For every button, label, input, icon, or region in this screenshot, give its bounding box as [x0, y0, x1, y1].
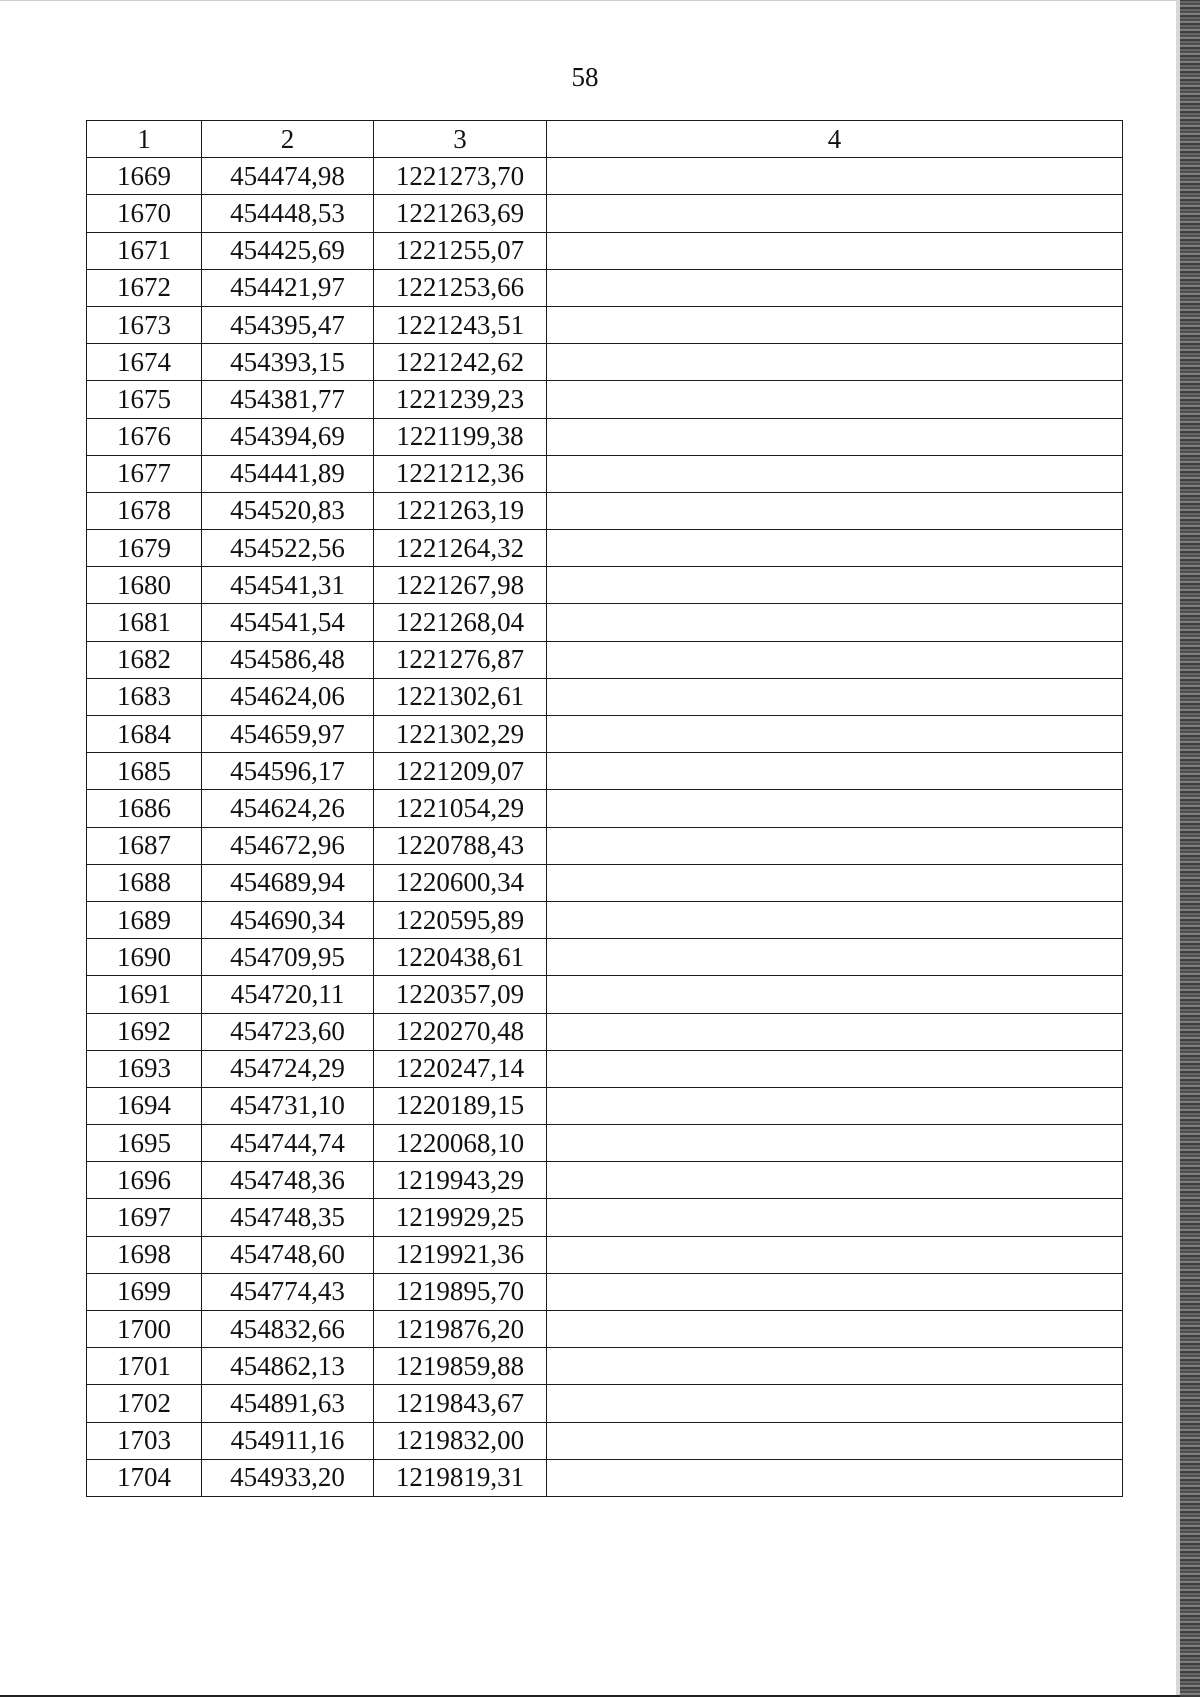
point-number-cell: 1674: [87, 344, 202, 381]
table-row: [87, 195, 1123, 232]
coordinates-table-body: [87, 121, 1123, 1497]
point-number-cell: 1671: [87, 232, 202, 269]
x-coordinate-cell: 454394,69: [202, 418, 374, 455]
note-cell: [547, 1125, 1123, 1162]
note-cell: [547, 418, 1123, 455]
note-cell: [547, 1311, 1123, 1348]
x-coordinate-cell: 454624,06: [202, 678, 374, 715]
table-row: [87, 381, 1123, 418]
note-cell: [547, 269, 1123, 306]
note-cell: [547, 567, 1123, 604]
table-row: [87, 1459, 1123, 1496]
table-row: [87, 1087, 1123, 1124]
y-coordinate-cell: 1219843,67: [374, 1385, 547, 1422]
x-coordinate-cell: 454891,63: [202, 1385, 374, 1422]
point-number-cell: 1703: [87, 1422, 202, 1459]
point-number-cell: 1669: [87, 158, 202, 195]
y-coordinate-cell: 1221209,07: [374, 753, 547, 790]
y-coordinate-cell: 1220068,10: [374, 1125, 547, 1162]
table-row: [87, 1199, 1123, 1236]
x-coordinate-cell: 454748,36: [202, 1162, 374, 1199]
note-cell: [547, 1348, 1123, 1385]
point-number-cell: 1684: [87, 716, 202, 753]
x-coordinate-cell: 454596,17: [202, 753, 374, 790]
note-cell: [547, 530, 1123, 567]
point-number-cell: 1702: [87, 1385, 202, 1422]
table-row: [87, 641, 1123, 678]
y-coordinate-cell: 1221253,66: [374, 269, 547, 306]
x-coordinate-cell: 454911,16: [202, 1422, 374, 1459]
point-number-cell: 1696: [87, 1162, 202, 1199]
y-coordinate-cell: 1221212,36: [374, 455, 547, 492]
x-coordinate-cell: 454862,13: [202, 1348, 374, 1385]
note-cell: [547, 381, 1123, 418]
note-cell: [547, 1236, 1123, 1273]
coordinates-table: [86, 120, 1123, 1497]
x-coordinate-cell: 454441,89: [202, 455, 374, 492]
table-row: [87, 232, 1123, 269]
point-number-cell: 1681: [87, 604, 202, 641]
table-header-row: [87, 121, 1123, 158]
y-coordinate-cell: 1221276,87: [374, 641, 547, 678]
y-coordinate-cell: 1219819,31: [374, 1459, 547, 1496]
x-coordinate-cell: 454425,69: [202, 232, 374, 269]
x-coordinate-cell: 454624,26: [202, 790, 374, 827]
point-number-cell: 1695: [87, 1125, 202, 1162]
note-cell: [547, 1050, 1123, 1087]
point-number-cell: 1700: [87, 1311, 202, 1348]
point-number-cell: 1682: [87, 641, 202, 678]
table-row: [87, 1236, 1123, 1273]
note-cell: [547, 827, 1123, 864]
y-coordinate-cell: 1219921,36: [374, 1236, 547, 1273]
y-coordinate-cell: 1221243,51: [374, 306, 547, 343]
note-cell: [547, 455, 1123, 492]
y-coordinate-cell: 1219943,29: [374, 1162, 547, 1199]
y-coordinate-cell: 1221302,29: [374, 716, 547, 753]
point-number-cell: 1692: [87, 1013, 202, 1050]
point-number-cell: 1694: [87, 1087, 202, 1124]
point-number-cell: 1675: [87, 381, 202, 418]
y-coordinate-cell: 1219895,70: [374, 1273, 547, 1310]
table-row: [87, 567, 1123, 604]
x-coordinate-cell: 454723,60: [202, 1013, 374, 1050]
y-coordinate-cell: 1221263,19: [374, 492, 547, 529]
y-coordinate-cell: 1220357,09: [374, 976, 547, 1013]
note-cell: [547, 232, 1123, 269]
table-row: [87, 901, 1123, 938]
y-coordinate-cell: 1221302,61: [374, 678, 547, 715]
table-row: [87, 1125, 1123, 1162]
table-row: [87, 1273, 1123, 1310]
note-cell: [547, 901, 1123, 938]
y-coordinate-cell: 1219832,00: [374, 1422, 547, 1459]
table-row: [87, 492, 1123, 529]
point-number-cell: 1678: [87, 492, 202, 529]
table-row: [87, 158, 1123, 195]
x-coordinate-cell: 454474,98: [202, 158, 374, 195]
note-cell: [547, 195, 1123, 232]
y-coordinate-cell: 1220788,43: [374, 827, 547, 864]
point-number-cell: 1697: [87, 1199, 202, 1236]
y-coordinate-cell: 1221268,04: [374, 604, 547, 641]
point-number-cell: 1683: [87, 678, 202, 715]
point-number-cell: 1688: [87, 864, 202, 901]
y-coordinate-cell: 1221239,23: [374, 381, 547, 418]
point-number-cell: 1670: [87, 195, 202, 232]
y-coordinate-cell: 1221267,98: [374, 567, 547, 604]
table-row: [87, 1013, 1123, 1050]
point-number-cell: 1677: [87, 455, 202, 492]
note-cell: [547, 790, 1123, 827]
y-coordinate-cell: 1221242,62: [374, 344, 547, 381]
table-row: [87, 827, 1123, 864]
note-cell: [547, 344, 1123, 381]
y-coordinate-cell: 1220600,34: [374, 864, 547, 901]
x-coordinate-cell: 454744,74: [202, 1125, 374, 1162]
point-number-cell: 1680: [87, 567, 202, 604]
y-coordinate-cell: 1220595,89: [374, 901, 547, 938]
header-col-2: 2: [202, 121, 374, 158]
y-coordinate-cell: 1221273,70: [374, 158, 547, 195]
x-coordinate-cell: 454672,96: [202, 827, 374, 864]
x-coordinate-cell: 454748,60: [202, 1236, 374, 1273]
x-coordinate-cell: 454421,97: [202, 269, 374, 306]
page-number: 58: [571, 62, 599, 92]
header-col-4: 4: [547, 121, 1123, 158]
note-cell: [547, 716, 1123, 753]
x-coordinate-cell: 454541,31: [202, 567, 374, 604]
note-cell: [547, 306, 1123, 343]
table-row: [87, 678, 1123, 715]
point-number-cell: 1686: [87, 790, 202, 827]
x-coordinate-cell: 454659,97: [202, 716, 374, 753]
point-number-cell: 1687: [87, 827, 202, 864]
table-row: [87, 306, 1123, 343]
point-number-cell: 1699: [87, 1273, 202, 1310]
table-row: [87, 753, 1123, 790]
y-coordinate-cell: 1220189,15: [374, 1087, 547, 1124]
point-number-cell: 1679: [87, 530, 202, 567]
y-coordinate-cell: 1219929,25: [374, 1199, 547, 1236]
y-coordinate-cell: 1221264,32: [374, 530, 547, 567]
x-coordinate-cell: 454724,29: [202, 1050, 374, 1087]
point-number-cell: 1676: [87, 418, 202, 455]
note-cell: [547, 976, 1123, 1013]
table-row: [87, 269, 1123, 306]
note-cell: [547, 939, 1123, 976]
note-cell: [547, 1459, 1123, 1496]
point-number-cell: 1698: [87, 1236, 202, 1273]
y-coordinate-cell: 1221054,29: [374, 790, 547, 827]
point-number-cell: 1690: [87, 939, 202, 976]
x-coordinate-cell: 454720,11: [202, 976, 374, 1013]
y-coordinate-cell: 1219859,88: [374, 1348, 547, 1385]
note-cell: [547, 604, 1123, 641]
x-coordinate-cell: 454690,34: [202, 901, 374, 938]
table-row: [87, 976, 1123, 1013]
y-coordinate-cell: 1220270,48: [374, 1013, 547, 1050]
note-cell: [547, 492, 1123, 529]
x-coordinate-cell: 454689,94: [202, 864, 374, 901]
x-coordinate-cell: 454541,54: [202, 604, 374, 641]
table-row: [87, 1162, 1123, 1199]
note-cell: [547, 864, 1123, 901]
x-coordinate-cell: 454933,20: [202, 1459, 374, 1496]
y-coordinate-cell: 1220438,61: [374, 939, 547, 976]
x-coordinate-cell: 454520,83: [202, 492, 374, 529]
header-col-3: 3: [374, 121, 547, 158]
table-row: [87, 716, 1123, 753]
note-cell: [547, 158, 1123, 195]
table-row: [87, 344, 1123, 381]
note-cell: [547, 678, 1123, 715]
table-row: [87, 864, 1123, 901]
x-coordinate-cell: 454774,43: [202, 1273, 374, 1310]
point-number-cell: 1701: [87, 1348, 202, 1385]
table-row: [87, 455, 1123, 492]
scan-top-edge: [0, 0, 1180, 1]
y-coordinate-cell: 1221255,07: [374, 232, 547, 269]
scan-binding-edge: [1180, 0, 1200, 1697]
note-cell: [547, 1199, 1123, 1236]
table-row: [87, 418, 1123, 455]
x-coordinate-cell: 454709,95: [202, 939, 374, 976]
note-cell: [547, 1385, 1123, 1422]
note-cell: [547, 1162, 1123, 1199]
x-coordinate-cell: 454381,77: [202, 381, 374, 418]
note-cell: [547, 1273, 1123, 1310]
x-coordinate-cell: 454748,35: [202, 1199, 374, 1236]
point-number-cell: 1689: [87, 901, 202, 938]
point-number-cell: 1672: [87, 269, 202, 306]
note-cell: [547, 1422, 1123, 1459]
note-cell: [547, 641, 1123, 678]
point-number-cell: 1673: [87, 306, 202, 343]
note-cell: [547, 753, 1123, 790]
table-row: [87, 939, 1123, 976]
table-row: [87, 604, 1123, 641]
x-coordinate-cell: 454731,10: [202, 1087, 374, 1124]
x-coordinate-cell: 454522,56: [202, 530, 374, 567]
table-row: [87, 1050, 1123, 1087]
point-number-cell: 1685: [87, 753, 202, 790]
point-number-cell: 1693: [87, 1050, 202, 1087]
y-coordinate-cell: 1219876,20: [374, 1311, 547, 1348]
point-number-cell: 1691: [87, 976, 202, 1013]
x-coordinate-cell: 454448,53: [202, 195, 374, 232]
y-coordinate-cell: 1220247,14: [374, 1050, 547, 1087]
y-coordinate-cell: 1221199,38: [374, 418, 547, 455]
note-cell: [547, 1013, 1123, 1050]
table-row: [87, 1311, 1123, 1348]
table-row: [87, 1348, 1123, 1385]
header-col-1: 1: [87, 121, 202, 158]
note-cell: [547, 1087, 1123, 1124]
x-coordinate-cell: 454832,66: [202, 1311, 374, 1348]
x-coordinate-cell: 454393,15: [202, 344, 374, 381]
table-row: [87, 1422, 1123, 1459]
table-row: [87, 790, 1123, 827]
y-coordinate-cell: 1221263,69: [374, 195, 547, 232]
x-coordinate-cell: 454586,48: [202, 641, 374, 678]
table-row: [87, 530, 1123, 567]
table-row: [87, 1385, 1123, 1422]
point-number-cell: 1704: [87, 1459, 202, 1496]
x-coordinate-cell: 454395,47: [202, 306, 374, 343]
